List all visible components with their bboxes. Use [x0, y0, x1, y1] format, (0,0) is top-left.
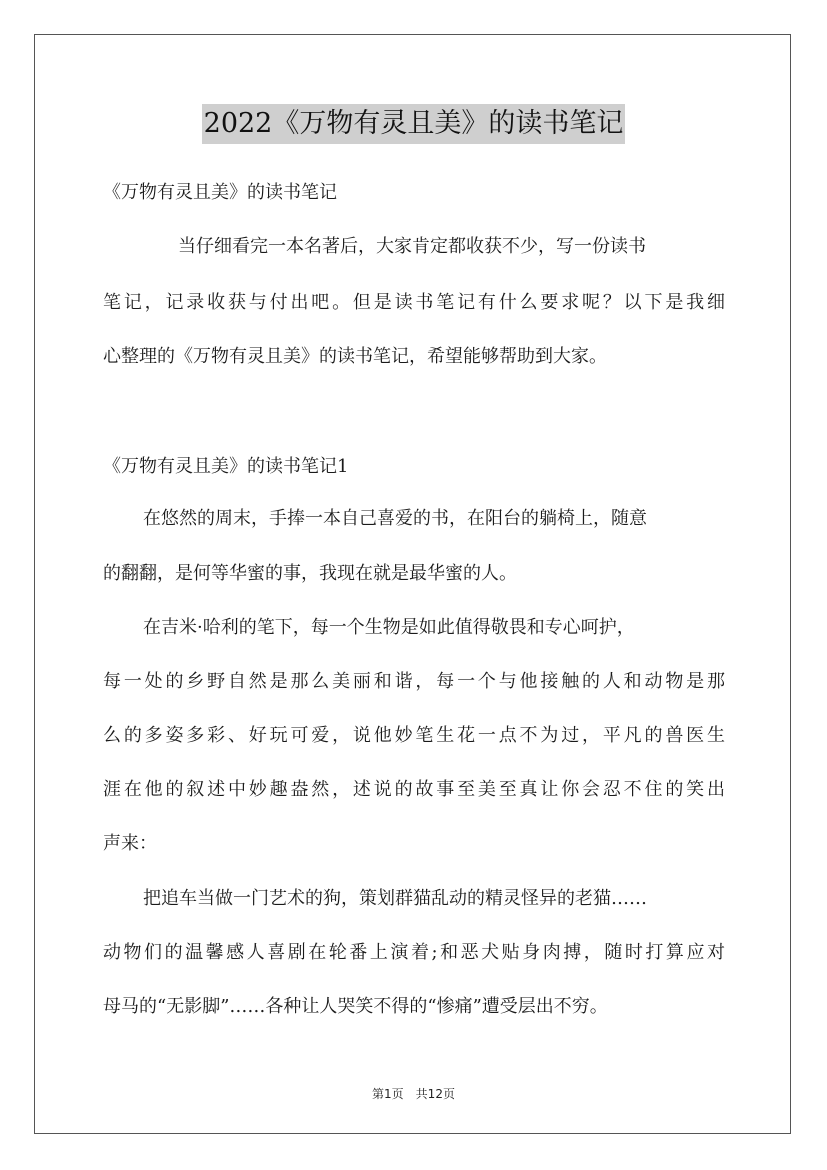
paragraph-line: 把追车当做一门艺术的狗，策划群猫乱动的精灵怪异的老猫……: [143, 888, 647, 909]
paragraph-line: 在悠然的周末，手捧一本自己喜爱的书，在阳台的躺椅上，随意: [143, 508, 647, 529]
intro-line: 笔记，记录收获与付出吧。但是读书笔记有什么要求呢？以下是我细: [103, 292, 725, 313]
paragraph-line: 涯在他的叙述中妙趣盎然，述说的故事至美至真让你会忍不住的笑出: [103, 779, 725, 800]
paragraph-line: 在吉米·哈利的笔下，每一个生物是如此值得敬畏和专心呵护，: [143, 617, 635, 638]
paragraph-line: 声来：: [103, 833, 157, 854]
title-block: [0, 104, 827, 144]
paragraph-line: 每一处的乡野自然是那么美丽和谐，每一个与他接触的人和动物是那: [103, 671, 725, 692]
section-heading: 《万物有灵且美》的读书笔记1: [103, 456, 349, 477]
document-title: 2022《万物有灵且美》的读书笔记: [202, 104, 626, 144]
paragraph-line: 母马的“无影脚”……各种让人哭笑不得的“惨痛”遭受层出不穷。: [103, 996, 608, 1017]
intro-line: 当仔细看完一本名著后，大家肯定都收获不少，写一份读书: [178, 236, 646, 257]
paragraph-line: 么的多姿多彩、好玩可爱，说他妙笔生花一点不为过，平凡的兽医生: [103, 725, 725, 746]
page-number: 第1页 共12页: [372, 1087, 455, 1101]
intro-line: 心整理的《万物有灵且美》的读书笔记，希望能够帮助到大家。: [103, 346, 607, 367]
document-subtitle: 《万物有灵且美》的读书笔记: [103, 182, 337, 203]
paragraph-line: 的翻翻，是何等华蜜的事，我现在就是最华蜜的人。: [103, 563, 517, 584]
paragraph-line: 动物们的温馨感人喜剧在轮番上演着;和恶犬贴身肉搏，随时打算应对: [103, 942, 725, 963]
